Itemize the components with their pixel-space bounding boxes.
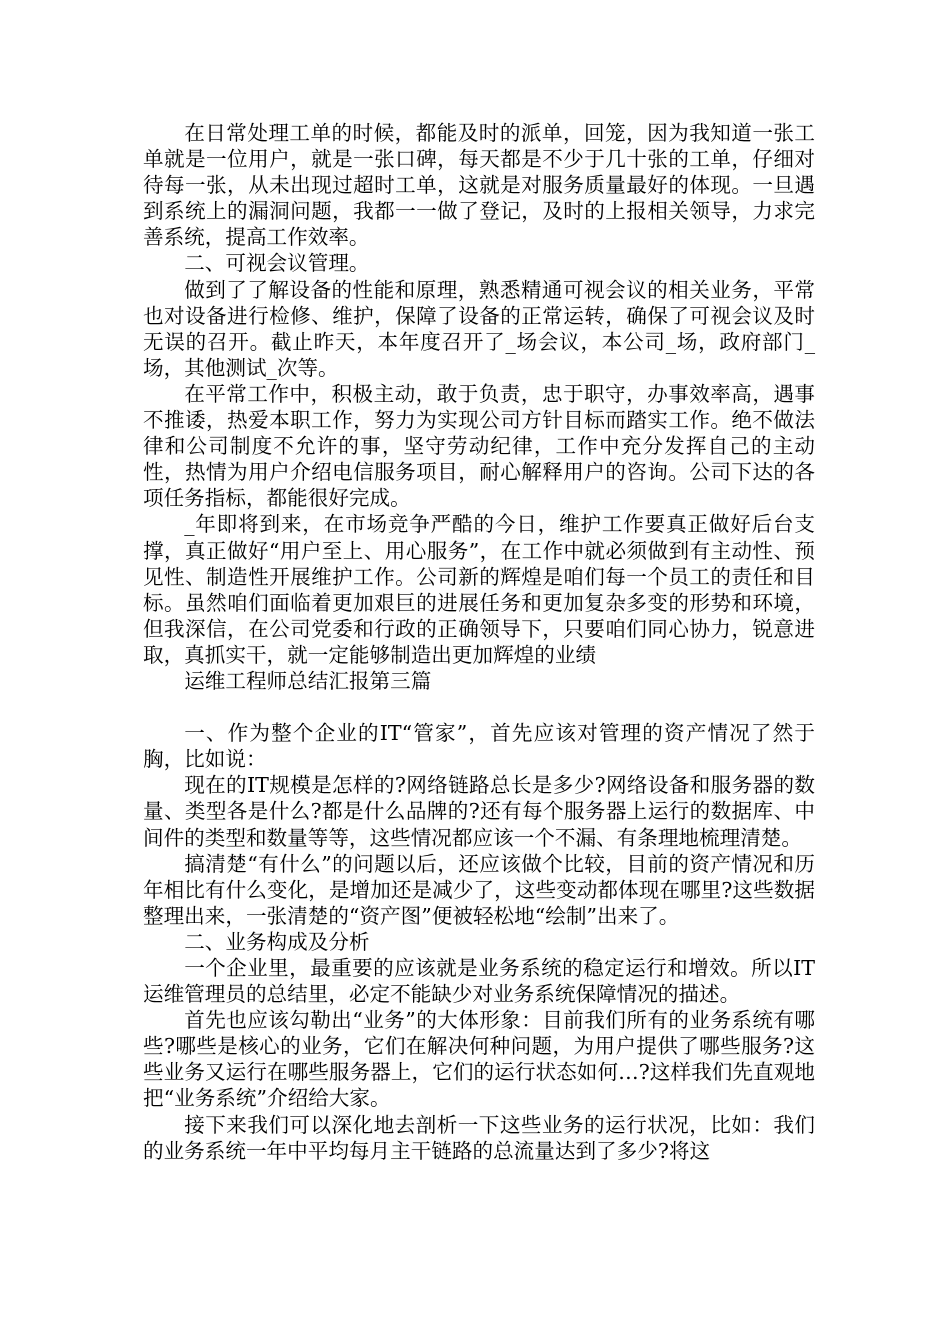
section-heading-business: 二、业务构成及分析 xyxy=(184,929,370,954)
paragraph-year-outlook: _年即将到来，在市场竞争严酷的今日，维护工作要真正做好后台支撑，真正做好“用户至上、用心服务”，在工作中就必须做到有主动性、预见性、制造性开展维护工作。公司新的辉煌是咱们每一个员工的责任和目标。虽然咱们面临着更加艰巨的进展任务和更加复杂多变的形势和环境，但我深信，在公司党委和行政的正确领导下，只要咱们同心协力，锐意进取，真抓实干，就一定能够制造出更加辉煌的业绩 xyxy=(143,512,815,667)
paragraph-asset-map: 搞清楚“有什么”的问题以后，还应该做个比较，目前的资产情况和历年相比有什么变化，是增加还是减少了，这些变动都体现在哪里?这些数据整理出来，一张清楚的“资产图”便被轻松地“绘制”出来了。 xyxy=(143,851,815,928)
paragraph-business-outline: 首先也应该勾勒出“业务”的大体形象：目前我们所有的业务系统有哪些?哪些是核心的业务，它们在解决何种问题，为用户提供了哪些服务?这些业务又运行在哪些服务器上，它们的运行状态如何…?这样我们先直观地把“业务系统”介绍给大家。 xyxy=(143,1008,815,1111)
paragraph-business-stability: 一个企业里，最重要的应该就是业务系统的稳定运行和增效。所以IT运维管理员的总结里，必定不能缺少对业务系统保障情况的描述。 xyxy=(143,956,815,1007)
paragraph-video-conference: 做到了了解设备的性能和原理，熟悉精通可视会议的相关业务，平常也对设备进行检修、维护，保障了设备的正常运转，确保了可视会议及时无误的召开。截止昨天，本年度召开了_场会议，本公司_场，政府部门_场，其他测试_次等。 xyxy=(143,277,815,380)
paragraph-business-analysis: 接下来我们可以深化地去剖析一下这些业务的运行状况，比如：我们的业务系统一年中平均每月主干链路的总流量达到了多少?将这 xyxy=(143,1112,815,1163)
paragraph-ticket-handling: 在日常处理工单的时候，都能及时的派单，回笼，因为我知道一张工单就是一位用户，就是一张口碑，每天都是不少于几十张的工单，仔细对待每一张，从未出现过超时工单，这就是对服务质量最好的体现。一旦遇到系统上的漏洞问题，我都一一做了登记，及时的上报相关领导，力求完善系统，提高工作效率。 xyxy=(143,121,815,250)
paragraph-it-steward: 一、作为整个企业的IT“管家”，首先应该对管理的资产情况了然于胸，比如说： xyxy=(143,721,815,772)
document-page xyxy=(143,120,815,1164)
paragraph-work-attitude: 在平常工作中，积极主动，敢于负责，忠于职守，办事效率高，遇事不推诿，热爱本职工作，努力为实现公司方针目标而踏实工作。绝不做法律和公司制度不允许的事，坚守劳动纪律，工作中充分发挥自己的主动性，热情为用户介绍电信服务项目，耐心解释用户的咨询。公司下达的各项任务指标，都能很好完成。 xyxy=(143,381,815,511)
section-heading-video-conference: 二、可视会议管理。 xyxy=(184,251,370,276)
blank-line xyxy=(143,694,815,720)
paragraph-it-scale: 现在的IT规模是怎样的?网络链路总长是多少?网络设备和服务器的数量、类型各是什么?都是什么品牌的?还有每个服务器上运行的数据库、中间件的类型和数量等等，这些情况都应该一个不漏、有条理地梳理清楚。 xyxy=(143,773,815,850)
article-title-third: 运维工程师总结汇报第三篇 xyxy=(184,668,432,693)
